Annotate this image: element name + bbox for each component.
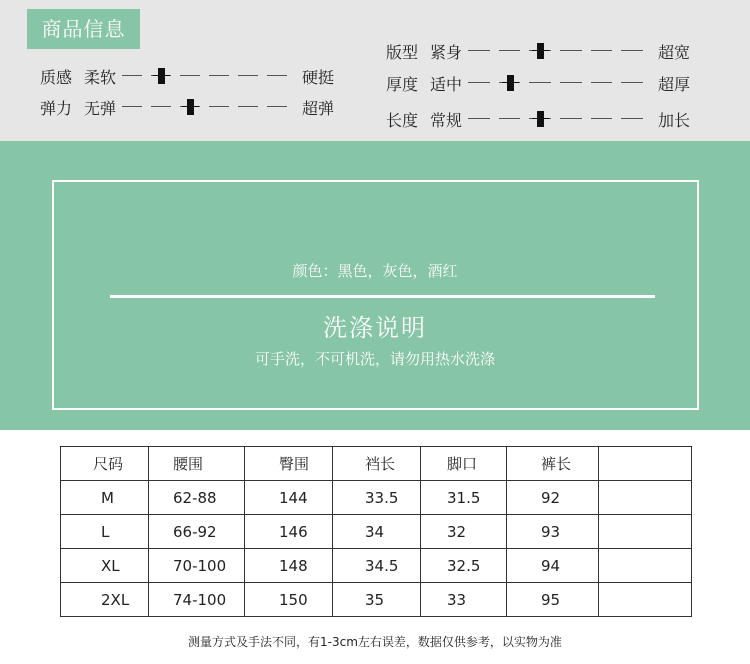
scale-segment — [591, 82, 613, 83]
table-cell: 32.5 — [421, 549, 507, 583]
header-cell: 裤长 — [507, 447, 599, 481]
size-table — [60, 446, 692, 617]
scale-marker — [537, 43, 544, 59]
table-cell: 33.5 — [333, 481, 421, 515]
care-info-section — [0, 141, 750, 430]
table-cell: 150 — [245, 583, 333, 617]
scale-marker — [507, 75, 514, 91]
wash-title: 洗涤说明 — [323, 314, 427, 342]
scale-segment — [122, 106, 142, 107]
table-row — [61, 549, 692, 583]
table-row — [61, 515, 692, 549]
table-cell: 35 — [333, 583, 421, 617]
table-cell: 70-100 — [149, 549, 245, 583]
attribute-elasticity — [40, 94, 334, 120]
table-cell: 92 — [507, 481, 599, 515]
table-cell: 32 — [421, 515, 507, 549]
table-cell: 33 — [421, 583, 507, 617]
table-cell: 66-92 — [149, 515, 245, 549]
attribute-low: 适中 — [430, 74, 463, 94]
scale-segment — [468, 118, 490, 119]
product-info-tag: 商品信息 — [27, 9, 140, 49]
scale-segment — [122, 75, 142, 76]
table-cell: 2XL — [61, 583, 149, 617]
scale-segment — [209, 75, 229, 76]
marker-line — [532, 118, 549, 119]
table-row — [61, 481, 692, 515]
scale-segment — [560, 50, 582, 51]
scale-segment — [238, 106, 258, 107]
attribute-low: 常规 — [430, 110, 463, 130]
attribute-low: 紧身 — [430, 42, 463, 62]
attribute-high: 硬挺 — [302, 67, 335, 87]
attribute-thickness — [386, 70, 690, 96]
scale-segment — [151, 106, 171, 107]
table-cell: 94 — [507, 549, 599, 583]
table-cell — [599, 583, 692, 617]
table-cell: 34 — [333, 515, 421, 549]
attribute-high: 超宽 — [658, 42, 691, 62]
scale-segment — [591, 118, 613, 119]
table-cell: 148 — [245, 549, 333, 583]
colors-text: 颜色：黑色，灰色，酒红 — [292, 262, 458, 280]
scale-segment — [621, 82, 643, 83]
attribute-label: 质感 — [40, 67, 73, 87]
attribute-high: 超厚 — [658, 74, 691, 94]
table-cell: 62-88 — [149, 481, 245, 515]
table-cell — [599, 549, 692, 583]
table-cell: 146 — [245, 515, 333, 549]
divider-line — [110, 295, 655, 298]
scale-marker — [158, 68, 165, 84]
marker-line — [532, 50, 549, 51]
header-cell: 腰围 — [149, 447, 245, 481]
scale-segment — [180, 75, 200, 76]
scale-segment — [238, 75, 258, 76]
attribute-label: 长度 — [386, 110, 419, 130]
table-cell: M — [61, 481, 149, 515]
attribute-high: 超弹 — [302, 98, 335, 118]
scale-marker — [537, 111, 544, 127]
table-cell: 34.5 — [333, 549, 421, 583]
product-info-section — [0, 0, 750, 141]
scale-segment — [621, 50, 643, 51]
attribute-texture — [40, 63, 334, 89]
attribute-fit — [386, 38, 690, 64]
scale-segment — [529, 82, 551, 83]
marker-line — [182, 106, 199, 107]
scale-segment — [468, 50, 490, 51]
header-cell: 尺码 — [61, 447, 149, 481]
scale-marker — [187, 99, 194, 115]
attribute-low: 无弹 — [84, 98, 117, 118]
table-row — [61, 583, 692, 617]
wash-instructions: 可手洗，不可机洗，请勿用热水洗涤 — [254, 350, 495, 368]
attribute-scale — [116, 97, 302, 117]
attribute-label: 版型 — [386, 42, 419, 62]
scale-segment — [499, 118, 521, 119]
table-cell: 74-100 — [149, 583, 245, 617]
table-cell: 93 — [507, 515, 599, 549]
scale-segment — [560, 82, 582, 83]
scale-segment — [621, 118, 643, 119]
table-cell: 144 — [245, 481, 333, 515]
scale-segment — [591, 50, 613, 51]
table-header-row — [61, 447, 692, 481]
table-cell — [599, 515, 692, 549]
attribute-scale — [116, 66, 302, 86]
header-cell — [599, 447, 692, 481]
table-cell: XL — [61, 549, 149, 583]
marker-line — [502, 82, 519, 83]
scale-segment — [468, 82, 490, 83]
attribute-high: 加长 — [658, 110, 691, 130]
attribute-low: 柔软 — [84, 67, 117, 87]
header-cell: 裆长 — [333, 447, 421, 481]
attribute-label: 厚度 — [386, 74, 419, 94]
attribute-length — [386, 106, 690, 132]
table-cell: 31.5 — [421, 481, 507, 515]
attribute-scale — [462, 73, 658, 93]
attribute-scale — [462, 41, 658, 61]
attribute-label: 弹力 — [40, 98, 73, 118]
scale-segment — [499, 50, 521, 51]
table-cell: 95 — [507, 583, 599, 617]
table-cell — [599, 481, 692, 515]
attribute-scale — [462, 109, 658, 129]
table-cell: L — [61, 515, 149, 549]
scale-segment — [209, 106, 229, 107]
scale-segment — [267, 75, 287, 76]
measurement-note: 测量方式及手法不同，有1-3cm左右误差，数据仅供参考，以实物为准 — [188, 635, 562, 649]
scale-segment — [560, 118, 582, 119]
header-cell: 臀围 — [245, 447, 333, 481]
scale-segment — [267, 106, 287, 107]
header-cell: 脚口 — [421, 447, 507, 481]
marker-line — [153, 75, 170, 76]
